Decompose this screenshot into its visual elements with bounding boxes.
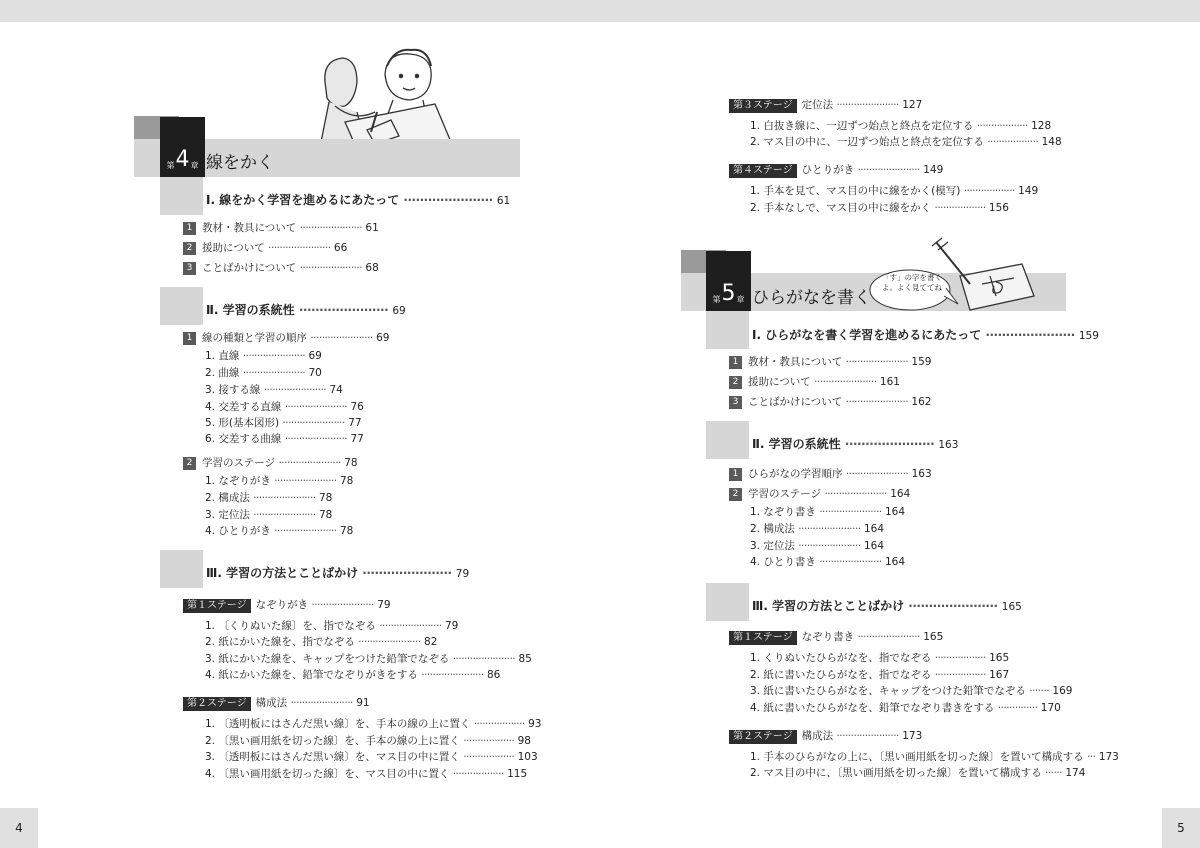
stage-heading: 第１ステージ なぞりがき ······················ 79 xyxy=(183,598,391,613)
section-box xyxy=(706,311,749,349)
stage-heading: 第２ステージ 構成法 ······················ 173 xyxy=(729,729,922,744)
illustration-writing-hand xyxy=(930,236,1038,316)
section-box xyxy=(160,177,203,215)
section-heading: Ⅱ. 学習の系統性 ······················ 69 xyxy=(206,303,406,317)
toc-subitem: 4. ひとりがき ······················ 78 xyxy=(205,525,354,537)
stage-heading: 第２ステージ 構成法 ······················ 91 xyxy=(183,696,370,711)
section-box xyxy=(160,287,203,325)
section-heading: Ⅰ. 線をかく学習を進めるにあたって ······················ 61 xyxy=(206,193,511,207)
toc-item: 1 ひらがなの学習順序 ······················ 163 xyxy=(729,467,932,481)
toc-subitem: 1. なぞり書き ······················ 164 xyxy=(750,506,906,518)
speech-bubble-text: 「す」の字を書くよ。よく見ててね xyxy=(882,273,942,292)
toc-subitem: 1. なぞりがき ······················ 78 xyxy=(205,475,354,487)
toc-subitem: 3. 定位法 ······················ 164 xyxy=(750,540,885,552)
stage-heading: 第３ステージ 定位法 ······················ 127 xyxy=(729,98,922,113)
toc-item: 2 学習のステージ ······················ 78 xyxy=(183,456,358,470)
stage-heading: 第４ステージ ひとりがき ······················ 149 xyxy=(729,163,943,178)
toc-subitem: 2. 〔黒い画用紙を切った線〕を、手本の線の上に置く ·················· 98 xyxy=(205,735,531,747)
toc-subitem: 4. 紙にかいた線を、鉛筆でなぞりがきをする ······················ 86 xyxy=(205,669,501,681)
toc-subitem: 1. 〔くりぬいた線〕を、指でなぞる ······················ 79 xyxy=(205,620,459,632)
toc-item: 1 線の種類と学習の順序 ······················ 69 xyxy=(183,331,390,345)
toc-item: 3 ことばかけについて ······················ 162 xyxy=(729,395,931,409)
toc-subitem: 2. マス目の中に、〔黒い画用紙を切った線〕を置いて構成する ······ 174 xyxy=(750,767,1086,779)
section-box xyxy=(706,583,749,621)
toc-subitem: 2. 構成法 ······················ 78 xyxy=(205,492,333,504)
stage-heading: 第１ステージ なぞり書き ······················ 165 xyxy=(729,630,943,645)
toc-subitem: 3. 紙に書いたひらがなを、キャップをつけた鉛筆でなぞる ······· 169 xyxy=(750,685,1073,697)
top-bar xyxy=(0,0,1200,22)
toc-subitem: 4. 交差する直線 ······················ 76 xyxy=(205,401,364,413)
toc-subitem: 4. ひとり書き ······················ 164 xyxy=(750,556,906,568)
section-box xyxy=(706,421,749,459)
toc-item: 1 教材・教具について ······················ 61 xyxy=(183,221,379,235)
toc-item: 2 学習のステージ ······················ 164 xyxy=(729,487,910,501)
toc-subitem: 1. 手本のひらがなの上に、〔黒い画用紙を切った線〕を置いて構成する ··· 173 xyxy=(750,751,1119,763)
chapter4-tab: 第 4 章 xyxy=(160,117,205,177)
toc-subitem: 2. 紙にかいた線を、指でなぞる ······················ 82 xyxy=(205,636,438,648)
toc-item: 2 援助について ······················ 161 xyxy=(729,375,900,389)
section-box xyxy=(160,550,203,588)
toc-item: 1 教材・教具について ······················ 159 xyxy=(729,355,931,369)
toc-subitem: 1. 白抜き線に、一辺ずつ始点と終点を定位する ·················· 128 xyxy=(750,120,1052,132)
toc-subitem: 2. 紙に書いたひらがなを、指でなぞる ·················· 167 xyxy=(750,669,1010,681)
toc-subitem: 3. 紙にかいた線を、キャップをつけた鉛筆でなぞる ······················ 85 xyxy=(205,653,532,665)
section-heading: Ⅲ. 学習の方法とことばかけ ······················ 165 xyxy=(752,599,1022,613)
section-heading: Ⅰ. ひらがなを書く学習を進めるにあたって ······················ 159 xyxy=(752,328,1099,342)
chapter5-title: ひらがなを書く xyxy=(752,288,871,308)
section-heading: Ⅲ. 学習の方法とことばかけ ······················ 79 xyxy=(206,566,470,580)
toc-subitem: 5. 形(基本図形) ······················ 77 xyxy=(205,417,362,429)
toc-subitem: 1. 〔透明板にはさんだ黒い線〕を、手本の線の上に置く ·················· 93 xyxy=(205,718,542,730)
page-number-left: 4 xyxy=(0,808,38,848)
toc-subitem: 4. 〔黒い画用紙を切った線〕を、マス目の中に置く ·················· 115 xyxy=(205,768,528,780)
toc-item: 2 援助について ······················ 66 xyxy=(183,241,347,255)
toc-subitem: 2. マス目の中に、一辺ずつ始点と終点を定位する ·················· 148 xyxy=(750,136,1062,148)
chapter4-title: 線をかく xyxy=(206,153,274,173)
section-heading: Ⅱ. 学習の系統性 ······················ 163 xyxy=(752,437,959,451)
toc-subitem: 4. 紙に書いたひらがなを、鉛筆でなぞり書きをする ·············· 170 xyxy=(750,702,1061,714)
toc-subitem: 3. 接する線 ······················ 74 xyxy=(205,384,343,396)
toc-subitem: 3. 〔透明板にはさんだ黒い線〕を、マス目の中に置く ·················· 103 xyxy=(205,751,538,763)
chapter5-tab: 第 5 章 xyxy=(706,251,751,311)
toc-subitem: 1. くりぬいたひらがなを、指でなぞる ·················· 165 xyxy=(750,652,1010,664)
page-number-right: 5 xyxy=(1162,808,1200,848)
toc-subitem: 2. 手本なしで、マス目の中に線をかく ·················· 156 xyxy=(750,202,1009,214)
toc-item: 3 ことばかけについて ······················ 68 xyxy=(183,261,379,275)
toc-subitem: 2. 曲線 ······················ 70 xyxy=(205,367,322,379)
toc-subitem: 6. 交差する曲線 ······················ 77 xyxy=(205,433,364,445)
toc-subitem: 1. 直線 ······················ 69 xyxy=(205,350,322,362)
toc-subitem: 2. 構成法 ······················ 164 xyxy=(750,523,885,535)
toc-subitem: 3. 定位法 ······················ 78 xyxy=(205,509,333,521)
toc-subitem: 1. 手本を見て、マス目の中に線をかく(模写) ·················· 149 xyxy=(750,185,1039,197)
